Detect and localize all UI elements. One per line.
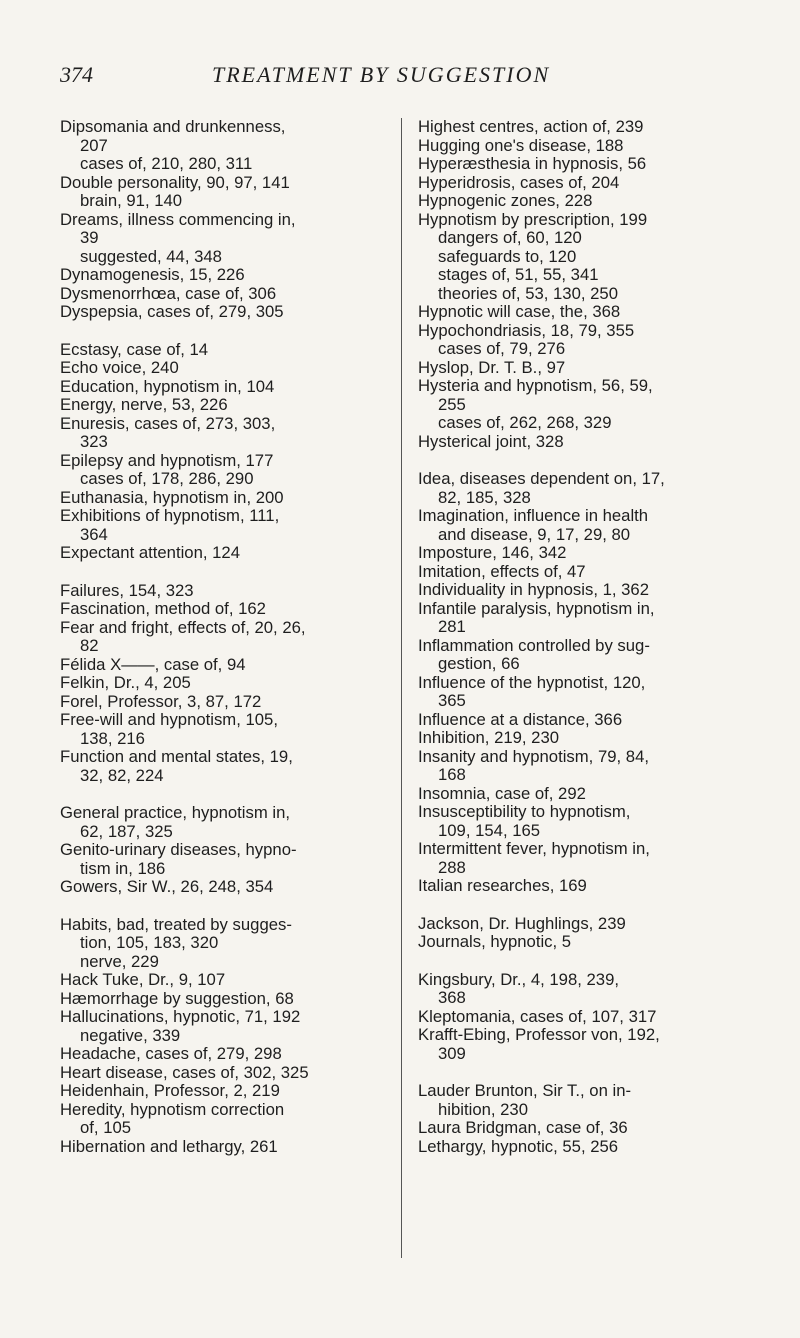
index-entry-line: Insomnia, case of, 292: [418, 783, 586, 803]
index-entry: [60, 470, 390, 489]
index-entry: [60, 155, 390, 174]
index-entry-line: Hypnotic will case, the, 368: [418, 302, 621, 321]
index-entry-line: 288: [438, 857, 466, 877]
index-entry-line: Hypnogenic zones, 228: [418, 191, 593, 210]
index-entry-line: Kingsbury, Dr., 4, 198, 239,: [418, 969, 619, 989]
index-entry-line: Journals, hypnotic, 5: [418, 932, 572, 951]
index-entry-line: Infantile paralysis, hypnotism in,: [418, 598, 655, 618]
index-entry: [60, 415, 390, 452]
index-entry: [418, 803, 748, 840]
index-subentry-line: theories of, 53, 130, 250: [438, 283, 618, 303]
index-entry: [60, 748, 390, 785]
index-entry-line: tism in, 186: [80, 858, 166, 878]
index-entry: [418, 600, 748, 637]
index-entry: [418, 544, 748, 563]
page-header: [0, 62, 800, 92]
index-entry-line: Education, hypnotism in, 104: [60, 376, 275, 396]
index-entry-line: 364: [80, 524, 108, 544]
index-subentry-line: stages of, 51, 55, 341: [438, 265, 599, 284]
index-entry: [418, 137, 748, 156]
index-entry-line: Felkin, Dr., 4, 205: [60, 673, 191, 692]
index-entry-line: 368: [438, 988, 466, 1007]
index-entry: [60, 953, 390, 972]
index-subentry-line: suggested, 44, 348: [80, 246, 222, 266]
index-entry: [418, 1008, 748, 1027]
index-entry-line: Hyslop, Dr. T. B., 97: [418, 357, 566, 377]
index-entry: [60, 1008, 390, 1027]
index-subentry-line: cases of, 79, 276: [438, 339, 566, 358]
index-entry-line: Imitation, effects of, 47: [418, 561, 586, 581]
index-entry: [418, 971, 748, 1008]
index-entry: [60, 582, 390, 601]
index-entry-line: 109, 154, 165: [438, 820, 541, 840]
index-entry-line: Hysteria and hypnotism, 56, 59,: [418, 376, 653, 395]
index-entry: [60, 1138, 390, 1157]
index-entry-line: 207: [80, 135, 108, 155]
index-subentry-line: negative, 339: [80, 1025, 181, 1045]
index-entry-line: Insusceptibility to hypnotism,: [418, 802, 631, 821]
index-entry: [418, 748, 748, 785]
index-entry-line: Euthanasia, hypnotism in, 200: [60, 487, 284, 507]
index-entry: [418, 414, 748, 433]
index-entry-line: Dysmenorrhœa, case of, 306: [60, 283, 277, 303]
index-entry-line: Highest centres, action of, 239: [418, 117, 644, 136]
index-entry: [418, 266, 748, 285]
index-entry-line: Dyspepsia, cases of, 279, 305: [60, 302, 284, 321]
index-entry: [418, 211, 748, 230]
index-entry-line: Failures, 154, 323: [60, 580, 194, 600]
index-entry-line: Hugging one's disease, 188: [418, 135, 624, 155]
index-entry-line: Gowers, Sir W., 26, 248, 354: [60, 877, 274, 896]
index-entry: [60, 303, 390, 322]
index-entry: [418, 507, 748, 544]
index-entry: [418, 322, 748, 341]
index-entry: [418, 359, 748, 378]
index-entry: [60, 489, 390, 508]
index-entry-line: Intermittent fever, hypnotism in,: [418, 839, 650, 858]
index-entry-line: 323: [80, 432, 108, 451]
index-entry: [60, 711, 390, 748]
index-entry-line: tion, 105, 183, 320: [80, 933, 219, 952]
index-entry-line: Echo voice, 240: [60, 358, 179, 377]
index-entry-line: Habits, bad, treated by sugges-: [60, 914, 292, 934]
index-entry-line: Expectant attention, 124: [60, 543, 240, 562]
index-entry-line: Imagination, influence in health: [418, 506, 649, 525]
index-entry: [418, 229, 748, 248]
index-entry-line: 168: [438, 765, 466, 784]
index-entry-line: Free-will and hypnotism, 105,: [60, 710, 278, 729]
index-entry: [60, 248, 390, 267]
index-entry-line: Lethargy, hypnotic, 55, 256: [418, 1136, 619, 1156]
index-entry-line: Dynamogenesis, 15, 226: [60, 265, 245, 284]
index-entry-line: 39: [80, 228, 99, 247]
index-entry-line: Hysterical joint, 328: [418, 431, 564, 451]
column-divider: [401, 118, 402, 1258]
index-entry-line: Jackson, Dr. Hughlings, 239: [418, 913, 626, 933]
index-entry-line: 138, 216: [80, 728, 145, 748]
index-entry-line: Hyperæsthesia in hypnosis, 56: [418, 154, 647, 173]
index-entry: [418, 1082, 748, 1119]
index-subentry-line: dangers of, 60, 120: [438, 228, 582, 247]
index-entry-line: Fear and fright, effects of, 20, 26,: [60, 617, 306, 637]
index-entry: [60, 916, 390, 953]
index-entry-line: brain, 91, 140: [80, 191, 183, 210]
index-entry: [60, 544, 390, 563]
index-entry: [60, 507, 390, 544]
index-entry: [418, 192, 748, 211]
index-entry: [418, 1119, 748, 1138]
index-column-left: [60, 118, 390, 1156]
index-entry-line: Lauder Brunton, Sir T., on in-: [418, 1081, 632, 1100]
index-entry: [418, 470, 748, 507]
index-entry: [60, 396, 390, 415]
index-entry: [60, 674, 390, 693]
index-entry: [418, 915, 748, 934]
index-subentry-line: nerve, 229: [80, 951, 159, 971]
index-entry: [418, 303, 748, 322]
index-entry-line: Genito-urinary diseases, hypno-: [60, 840, 297, 859]
index-entry-line: Heredity, hypnotism correction: [60, 1099, 285, 1119]
index-entry: [418, 1026, 748, 1063]
index-entry-line: Hack Tuke, Dr., 9, 107: [60, 970, 226, 989]
index-entry: [418, 433, 748, 452]
index-entry-line: Kleptomania, cases of, 107, 317: [418, 1006, 657, 1026]
index-entry: [60, 1027, 390, 1046]
index-entry: [418, 155, 748, 174]
index-entry: [418, 340, 748, 359]
index-subentry-line: cases of, 262, 268, 329: [438, 413, 612, 432]
index-entry-line: Exhibitions of hypnotism, 111,: [60, 506, 280, 525]
index-entry-line: Influence at a distance, 366: [418, 709, 623, 729]
index-entry-line: 281: [438, 617, 466, 636]
index-entry-line: Dipsomania and drunkenness,: [60, 117, 286, 136]
index-entry-line: Hallucinations, hypnotic, 71, 192: [60, 1007, 301, 1026]
index-entry-line: 255: [438, 394, 466, 414]
index-entry: [418, 933, 748, 952]
index-entry: [60, 600, 390, 619]
index-entry-line: Double personality, 90, 97, 141: [60, 172, 290, 192]
index-entry-line: Hibernation and lethargy, 261: [60, 1136, 278, 1156]
index-entry: [60, 1064, 390, 1083]
index-entry: [418, 711, 748, 730]
index-entry: [60, 1101, 390, 1138]
index-entry-line: Inhibition, 219, 230: [418, 728, 560, 747]
index-entry: [418, 581, 748, 600]
index-entry: [418, 1138, 748, 1157]
index-entry-line: Inflammation controlled by sug-: [418, 635, 650, 655]
index-entry-line: Forel, Professor, 3, 87, 172: [60, 691, 262, 711]
index-entry-line: 32, 82, 224: [80, 765, 164, 785]
index-entry: [418, 248, 748, 267]
index-entry: [60, 211, 390, 248]
index-entry-line: Influence of the hypnotist, 120,: [418, 672, 646, 692]
index-entry: [60, 285, 390, 304]
index-entry-line: Hypnotism by prescription, 199: [418, 209, 648, 229]
index-entry-line: 82: [80, 636, 99, 655]
index-entry: [60, 359, 390, 378]
index-entry: [60, 378, 390, 397]
index-entry-line: Dreams, illness commencing in,: [60, 209, 296, 229]
index-entry-line: Fascination, method of, 162: [60, 599, 266, 618]
index-entry-line: Heart disease, cases of, 302, 325: [60, 1062, 309, 1082]
index-entry: [60, 656, 390, 675]
index-entry: [418, 785, 748, 804]
index-entry-line: Energy, nerve, 53, 226: [60, 395, 228, 414]
index-entry-line: Headache, cases of, 279, 298: [60, 1044, 282, 1063]
index-column-right: [418, 118, 748, 1156]
index-entry-line: Epilepsy and hypnotism, 177: [60, 450, 274, 470]
index-entry-line: 62, 187, 325: [80, 821, 173, 841]
index-subentry-line: cases of, 178, 286, 290: [80, 469, 254, 488]
index-entry-line: Hypochondriasis, 18, 79, 355: [418, 320, 635, 340]
index-entry-line: Ecstasy, case of, 14: [60, 339, 209, 359]
index-entry-line: Insanity and hypnotism, 79, 84,: [418, 746, 649, 766]
index-entry: [60, 693, 390, 712]
index-entry-line: Idea, diseases dependent on, 17,: [418, 469, 665, 488]
index-entry-line: 309: [438, 1043, 466, 1063]
index-entry: [418, 877, 748, 896]
index-entry-line: 82, 185, 328: [438, 487, 531, 507]
index-entry: [60, 804, 390, 841]
index-entry-line: of, 105: [80, 1118, 132, 1137]
index-entry: [60, 174, 390, 211]
index-entry: [60, 878, 390, 897]
index-entry: [418, 285, 748, 304]
index-entry-line: 365: [438, 691, 466, 710]
index-entry: [418, 729, 748, 748]
index-subentry-line: cases of, 210, 280, 311: [80, 154, 253, 173]
index-entry-line: hibition, 230: [438, 1099, 528, 1119]
index-entry: [60, 266, 390, 285]
index-entry-line: General practice, hypnotism in,: [60, 803, 291, 822]
page-number: 374: [60, 62, 93, 87]
index-entry-line: Laura Bridgman, case of, 36: [418, 1118, 628, 1137]
index-entry: [418, 637, 748, 674]
index-entry-line: Italian researches, 169: [418, 876, 587, 895]
index-entry: [60, 118, 390, 155]
index-entry-line: Krafft-Ebing, Professor von, 192,: [418, 1025, 660, 1044]
index-subentry-line: safeguards to, 120: [438, 246, 577, 266]
index-entry: [60, 1082, 390, 1101]
index-entry-line: Félida X——, case of, 94: [60, 654, 246, 674]
index-entry: [418, 674, 748, 711]
index-entry: [60, 452, 390, 471]
index-entry-line: Enuresis, cases of, 273, 303,: [60, 413, 276, 433]
index-entry: [60, 971, 390, 990]
index-entry: [418, 118, 748, 137]
running-title: TREATMENT BY SUGGESTION: [212, 62, 551, 87]
index-entry: [418, 377, 748, 414]
index-entry: [60, 1045, 390, 1064]
index-entry: [418, 174, 748, 193]
index-entry-line: Hyperidrosis, cases of, 204: [418, 172, 620, 192]
index-entry-line: Function and mental states, 19,: [60, 747, 293, 766]
index-entry: [418, 563, 748, 582]
index-entry: [60, 619, 390, 656]
index-entry-line: Individuality in hypnosis, 1, 362: [418, 580, 649, 599]
index-entry: [418, 840, 748, 877]
index-entry-line: Heidenhain, Professor, 2, 219: [60, 1081, 280, 1100]
index-entry: [60, 990, 390, 1009]
index-entry-line: Hæmorrhage by suggestion, 68: [60, 988, 294, 1008]
index-entry-line: and disease, 9, 17, 29, 80: [438, 524, 631, 544]
index-entry-line: gestion, 66: [438, 654, 520, 673]
index-entry: [60, 841, 390, 878]
index-entry-line: Imposture, 146, 342: [418, 543, 567, 562]
index-entry: [60, 341, 390, 360]
